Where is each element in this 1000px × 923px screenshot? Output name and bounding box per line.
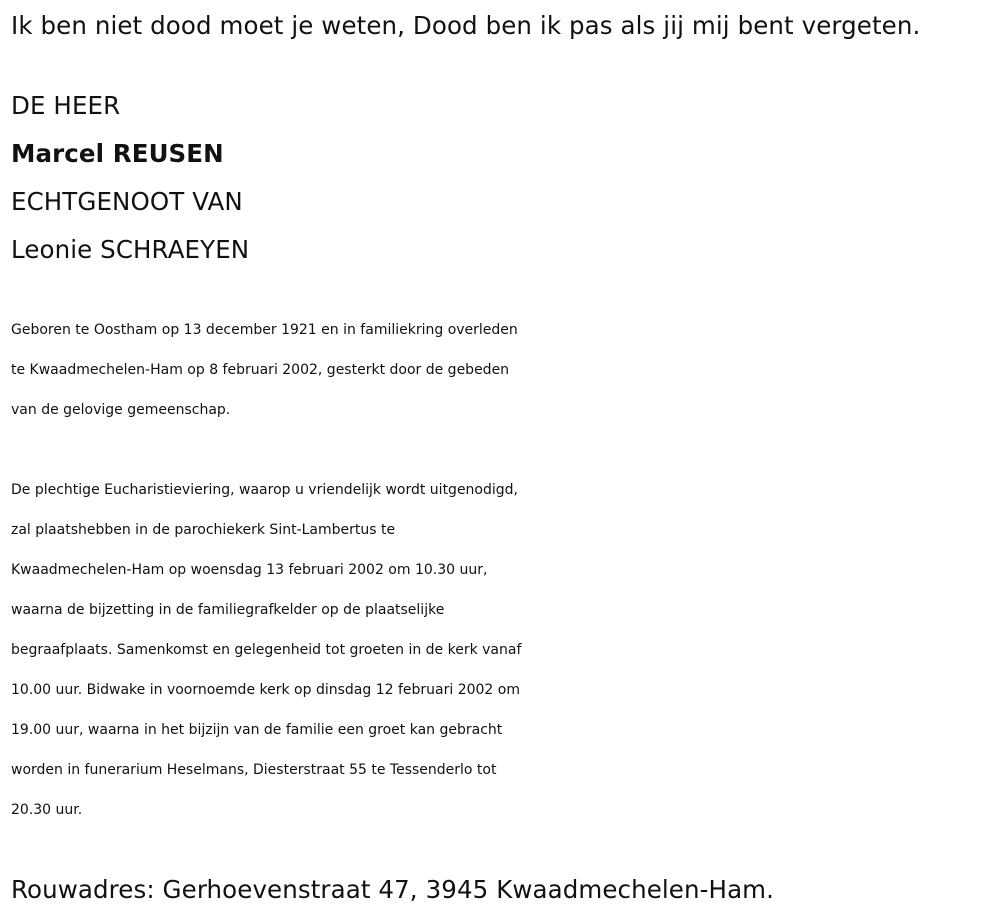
paragraph-line: worden in funerarium Heselmans, Diesterstraat 55 te Tessenderlo tot <box>11 762 497 778</box>
paragraph-line: zal plaatshebben in de parochiekerk Sint-Lambertus te <box>11 522 396 538</box>
relation-line: ECHTGENOOT VAN <box>11 187 243 216</box>
paragraph-line: 19.00 uur, waarna in het bijzijn van de familie een groet kan gebracht <box>11 722 503 738</box>
paragraph-line: De plechtige Eucharistieviering, waarop u vriendelijk wordt uitgenodigd, <box>11 482 518 498</box>
birth-death-paragraph <box>11 310 996 430</box>
paragraph-line: Kwaadmechelen-Ham op woensdag 13 februari 2002 om 10.30 uur, <box>11 562 488 578</box>
paragraph-line: Geboren te Oostham op 13 december 1921 en in familiekring overleden <box>11 322 518 338</box>
quote-line: Ik ben niet dood moet je weten, Dood ben ik pas als jij mij bent vergeten. <box>11 11 921 40</box>
spouse-name: Leonie SCHRAEYEN <box>11 235 250 264</box>
paragraph-line: 10.00 uur. Bidwake in voornoemde kerk op dinsdag 12 februari 2002 om <box>11 682 520 698</box>
title-line: DE HEER <box>11 91 121 120</box>
paragraph-line: van de gelovige gemeenschap. <box>11 402 231 418</box>
paragraph-line: waarna de bijzetting in de familiegrafkelder op de plaatselijke <box>11 602 445 618</box>
deceased-name: Marcel REUSEN <box>11 139 224 168</box>
paragraph-line: 20.30 uur. <box>11 802 83 818</box>
paragraph-line: begraafplaats. Samenkomst en gelegenheid tot groeten in de kerk vanaf <box>11 642 522 658</box>
paragraph-line: te Kwaadmechelen-Ham op 8 februari 2002, gesterkt door de gebeden <box>11 362 510 378</box>
mourning-address: Rouwadres: Gerhoevenstraat 47, 3945 Kwaadmechelen-Ham. <box>11 875 775 904</box>
ceremony-paragraph <box>11 470 996 830</box>
